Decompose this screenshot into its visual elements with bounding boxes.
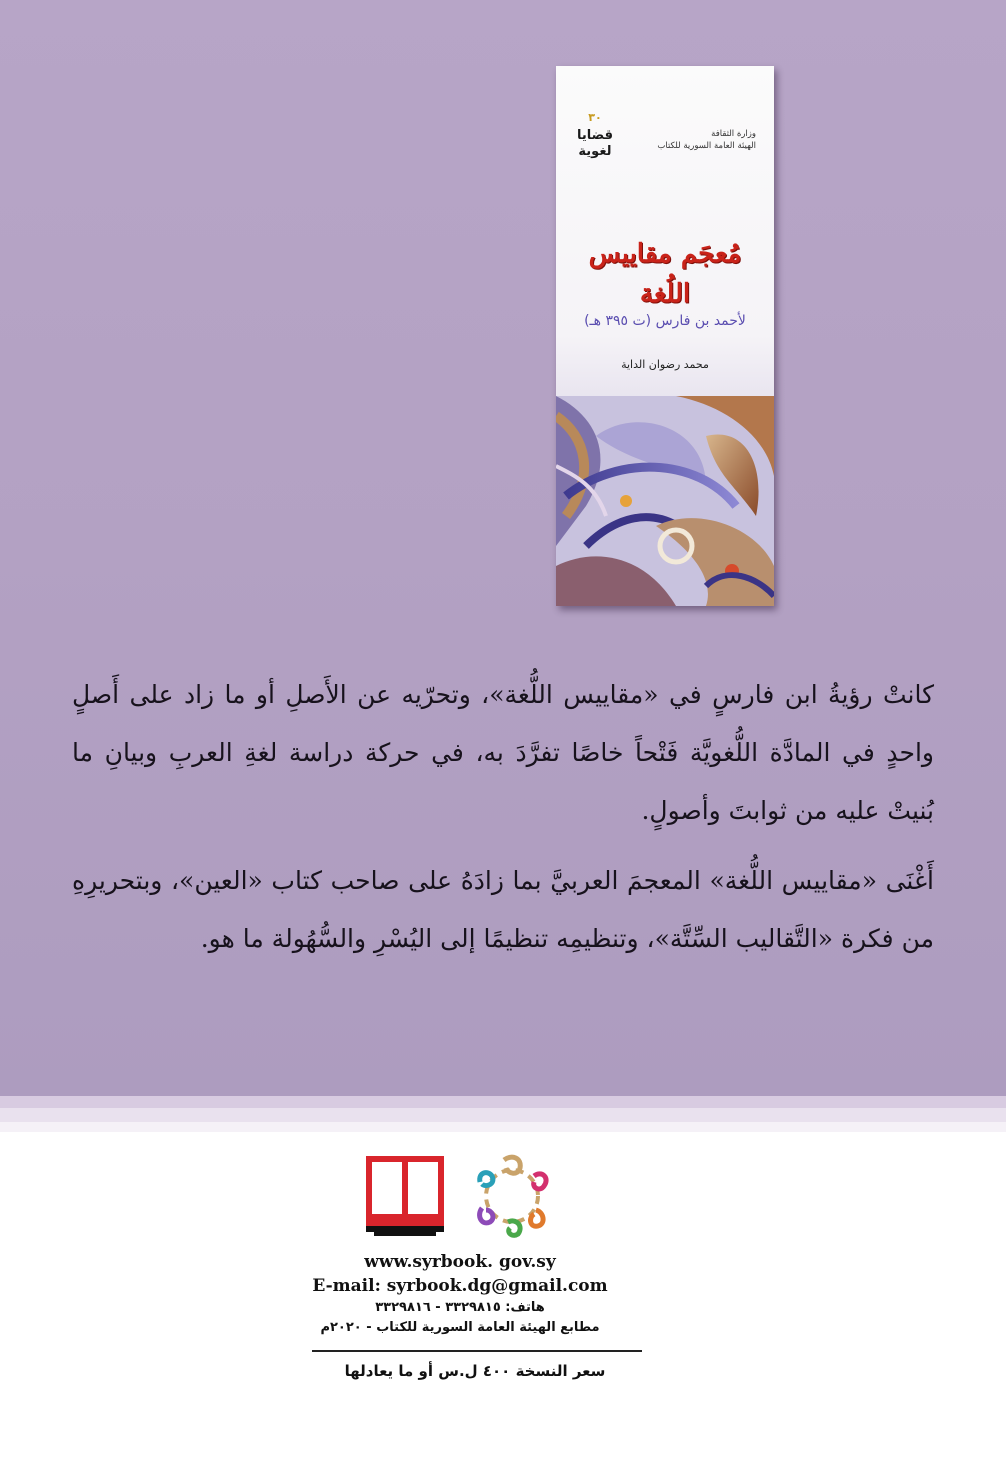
- divider-stripe: [0, 1096, 1006, 1108]
- open-book-logo-icon: [364, 1152, 446, 1240]
- series-name-line: قضايا: [577, 128, 613, 143]
- abstract-cover-art: [556, 396, 774, 606]
- series-badge: [576, 110, 614, 182]
- series-number: ٣٠: [588, 111, 602, 124]
- series-name-line: لغوية: [578, 144, 612, 159]
- price-label: سعر النسخة ٤٠٠ ل.س أو ما يعادلها: [344, 1362, 606, 1380]
- cover-author: محمد رضوان الداية: [621, 358, 709, 371]
- cover-subtitle: لأحمد بن فارس (ت ٣٩٥ هـ): [584, 313, 746, 329]
- publisher-contact: [280, 1250, 640, 1338]
- cover-title: مُعجَم مقاييس اللُغة: [588, 239, 742, 309]
- blurb: [72, 666, 934, 968]
- phone-line: هاتف: ٣٣٢٩٨١٥ - ٣٣٢٩٨١٦: [375, 1300, 545, 1315]
- divider-stripe: [0, 1122, 1006, 1132]
- series-name: [576, 128, 614, 160]
- book-cover-image: [556, 66, 774, 606]
- divider-stripe: [0, 1108, 1006, 1122]
- email-link[interactable]: E-mail: syrbook.dg@gmail.com: [312, 1276, 608, 1296]
- website-link[interactable]: www.syrbook. gov.sy: [364, 1252, 556, 1272]
- ministry-line: وزارة الثقافة: [711, 129, 756, 139]
- blurb-paragraph: أَغْنَى «مقاييس اللُّغة» المعجمَ العربيَّ بما زادَهُ على صاحب كتاب «العين»، وبتحريرِهِ من فكرة «التَّقاليب السِّتَّة»، وتنظيمِه تنظيمًا إلى اليُسْرِ والسُّهُولة ما هو.: [72, 866, 934, 953]
- printer-line: مطابع الهيئة العامة السورية للكتاب - ٢٠٢٠م: [320, 1320, 600, 1335]
- divider-rule: [312, 1350, 642, 1352]
- publisher-logos: [364, 1152, 564, 1242]
- blurb-paragraph: كانتْ رؤيةُ ابن فارسٍ في «مقاييس اللُّغة»، وتحرّيه عن الأَصلِ أو ما زاد على أَصلٍ واحدٍ في المادَّة اللُّغويَّة فَتْحاً خاصًا تفرَّدَ به، في حركة دراسة لغةِ العربِ وبيانِ ما بُنيتْ عليه من ثوابتَ وأصولٍ.: [72, 680, 934, 825]
- ornament-logo-icon: [472, 1152, 552, 1238]
- ministry-label: [646, 128, 756, 152]
- ministry-line: الهيئة العامة السورية للكتاب: [657, 141, 756, 151]
